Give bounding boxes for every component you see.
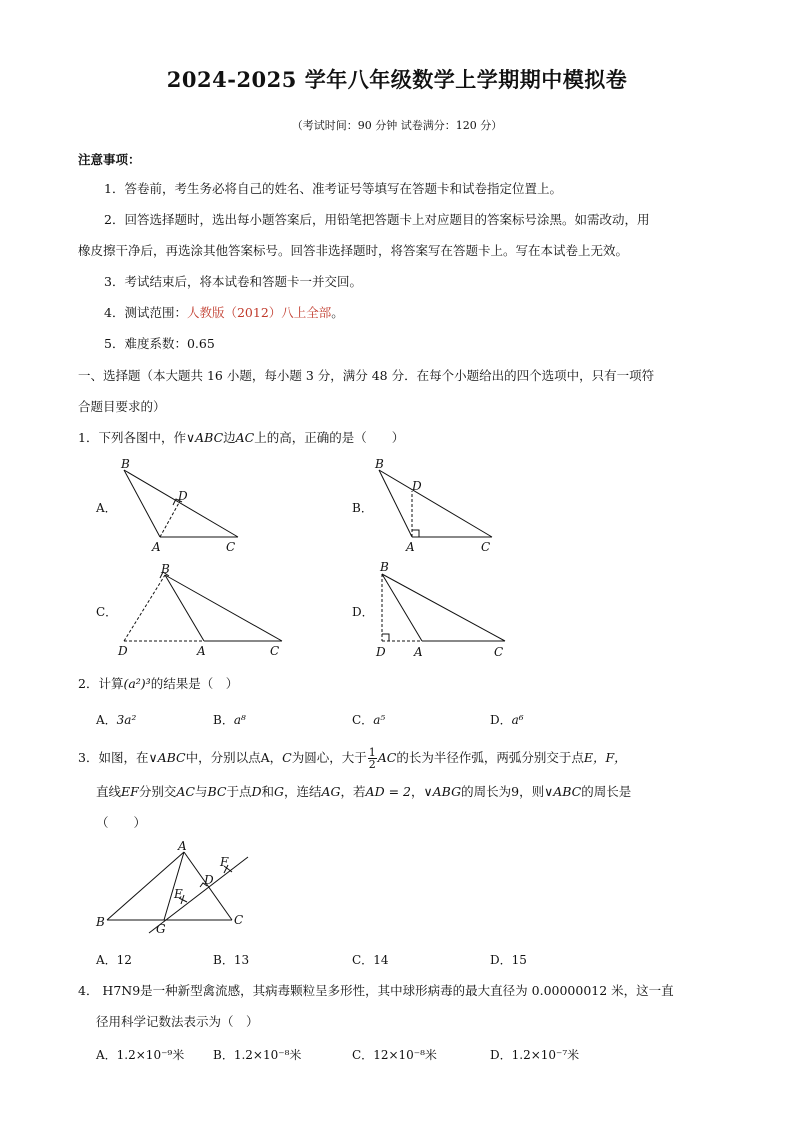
q2-option-b-value: a⁸	[233, 713, 246, 727]
q2-option-d-label: D．	[490, 713, 512, 727]
q2-option-a-value: 3a²	[116, 713, 137, 727]
q2-option-b-label: B．	[213, 713, 234, 727]
q3-fraction	[368, 747, 377, 770]
q3-l1-f: 的长为半径作弧，两弧分别交于点	[396, 750, 584, 765]
notice-item-5: 5．难度系数：0.65	[104, 336, 215, 351]
q3-label-b: B	[96, 915, 105, 929]
q3-l2-ad: AD = 2	[365, 784, 411, 799]
fig-c-label-a: A	[197, 644, 206, 658]
q3-label-g: G	[156, 922, 166, 936]
fig-d-label-c: C	[494, 645, 504, 659]
q3-l1-g: E，F，	[583, 750, 627, 765]
fig-c-label-d: D	[118, 644, 128, 658]
q3-option-a-label: A．	[96, 953, 117, 967]
q2-option-c-value: a⁵	[373, 713, 386, 727]
q1-stem-ac: AC	[235, 430, 255, 445]
fig-c-label-c: C	[270, 644, 280, 658]
q4-option-d	[490, 1046, 579, 1063]
notice-item-2-line1: 2．回答选择题时，选出每小题答案后，用铅笔把答题卡上对应题目的答案标号涂黑。如需改动，用	[104, 212, 650, 227]
q2-option-b	[213, 711, 246, 728]
q3-l2-ef: EF	[121, 784, 139, 799]
q2-option-a-label: A．	[96, 713, 117, 727]
notice-item-3: 3．考试结束后，将本试卷和答题卡一并交回。	[104, 274, 362, 289]
q3-option-c-value: 14	[373, 953, 389, 967]
notice-item-4-suffix: 。	[331, 305, 344, 320]
q1-option-c-label: C．	[96, 605, 118, 619]
fig-a-label-c: C	[226, 540, 236, 554]
q3-option-b-value: 13	[233, 953, 250, 967]
fig-a-label-d: D	[178, 489, 188, 503]
fig-c-altitude	[124, 575, 165, 641]
fig-b-label-d: D	[412, 479, 422, 493]
notice-heading: 注意事项：	[78, 152, 141, 167]
fig-d-label-b: B	[380, 560, 389, 574]
q4-option-c-value: 12×10⁻⁸米	[373, 1048, 437, 1062]
fig-d-side-bc	[382, 574, 505, 641]
q4-option-a-value: 1.2×10⁻⁹米	[116, 1048, 185, 1062]
fig-a-side-bc	[124, 470, 238, 537]
q2-option-d	[490, 711, 524, 728]
q1-figure-b	[379, 470, 492, 537]
q2-option-c	[352, 711, 385, 728]
fig-b-label-c: C	[481, 540, 491, 554]
q4-option-a	[96, 1046, 184, 1063]
q4-option-d-value: 1.2×10⁻⁷米	[511, 1048, 580, 1062]
fig-d-right-angle	[382, 634, 389, 641]
page-title: 2024-2025 学年八年级数学上学期期中模拟卷	[166, 67, 628, 92]
notice-item-4-prefix: 4．测试范围：	[104, 305, 187, 320]
fig-a-label-a: A	[152, 540, 161, 554]
q1-option-a-label: A．	[96, 501, 117, 515]
q3-l2-abc: ∨ABC	[544, 784, 582, 799]
q3-l2-i: ，	[410, 784, 424, 799]
q3-label-f: F	[220, 855, 229, 869]
q1-option-b-label: B．	[352, 501, 373, 515]
q3-l2-h: ，若	[340, 784, 366, 799]
fig-c-side-ba	[165, 575, 204, 641]
q3-l2-abg: ∨ABG	[423, 784, 462, 799]
exam-info: （考试时间：90 分钟 试卷满分：120 分）	[291, 119, 503, 132]
q3-l1-e: AC	[377, 750, 397, 765]
fig-b-right-angle	[412, 530, 419, 537]
fig-c-side-bc	[165, 575, 282, 641]
q2-stem-b: 的结果是（ ）	[150, 676, 239, 691]
q2-stem-expr: (a²)³	[123, 676, 151, 691]
q4-stem-line1: 4． H7N9是一种新型禽流感，其病毒颗粒呈多形性，其中球形病毒的最大直径为 0.00000012 米，这一直	[78, 983, 674, 998]
q3-option-b-label: B．	[213, 953, 234, 967]
q3-frac-num: 1	[368, 746, 376, 759]
q1-figure-d	[382, 574, 505, 641]
q2-option-c-label: C．	[352, 713, 374, 727]
section-heading-line1: 一、选择题（本大题共 16 小题，每小题 3 分，满分 48 分．在每个小题给出的四个选项中，只有一项符	[78, 368, 655, 383]
notice-item-1: 1．答卷前，考生务必将自己的姓名、准考证号等填写在答题卡和试卷指定位置上。	[104, 181, 562, 196]
notice-item-2-line2: 橡皮擦干净后，再选涂其他答案标号。回答非选择题时，将答案写在答题卡上。写在本试卷上无效。	[78, 243, 629, 258]
q3-label-d: D	[204, 873, 214, 887]
fig-d-label-d: D	[376, 645, 386, 659]
q3-l2-nine: 9	[511, 784, 520, 799]
q1-stem-a: 1．下列各图中，作	[78, 430, 186, 445]
q4-option-c-label: C．	[352, 1048, 374, 1062]
q1-figure-c	[124, 572, 282, 641]
q3-l1-a: 3．如图，在	[78, 750, 149, 765]
q3-stem-line3: （ ）	[96, 815, 147, 830]
q4-option-b-label: B．	[213, 1048, 234, 1062]
q4-option-d-label: D．	[490, 1048, 512, 1062]
q3-l1-d: 为圆心，大于	[291, 750, 367, 765]
q3-option-d	[490, 951, 527, 968]
q4-option-c	[352, 1046, 437, 1063]
q4-stem-line2: 径用科学记数法表示为（ ）	[96, 1014, 259, 1029]
q3-l1-b: 中，分别以点A，	[185, 750, 283, 765]
q3-l2-k: ，则	[519, 784, 545, 799]
q1-figure-a	[124, 470, 238, 537]
q3-l2-j: 的周长为	[461, 784, 512, 799]
q3-option-a-value: 12	[116, 953, 132, 967]
notice-item-4-scope: 人教版（2012）八上全部	[186, 305, 332, 320]
q3-label-a: A	[178, 839, 187, 853]
fig-a-altitude	[160, 501, 180, 537]
q3-option-c	[352, 951, 388, 968]
q3-l2-b: 分别交	[138, 784, 177, 799]
q3-l2-ag: AG	[321, 784, 341, 799]
q1-stem-b: 边	[223, 430, 236, 445]
q3-l2-ac: AC	[176, 784, 195, 799]
q4-option-b-value: 1.2×10⁻⁸米	[233, 1048, 302, 1062]
q4-option-a-label: A．	[96, 1048, 117, 1062]
fig-d-side-ba	[382, 574, 422, 641]
q2-option-d-value: a⁶	[511, 713, 524, 727]
q3-l2-l: 的周长是	[581, 784, 632, 799]
q3-l1-c: C	[282, 750, 292, 765]
q3-l1-tri: ∨ABC	[148, 750, 186, 765]
section-heading-line2: 合题目要求的）	[78, 399, 166, 414]
q2-stem-a: 2．计算	[78, 676, 124, 691]
q4-option-b	[213, 1046, 301, 1063]
q3-frac-den: 2	[368, 758, 376, 771]
fig-d-label-a: A	[414, 645, 423, 659]
q2-stem	[78, 676, 238, 692]
q3-l2-c: 与	[194, 784, 208, 799]
q3-label-e: E	[174, 887, 183, 901]
q3-option-d-value: 15	[511, 953, 527, 967]
q3-label-c: C	[234, 913, 244, 927]
q3-l2-a: 直线	[96, 784, 122, 799]
fig-c-label-b: B	[161, 562, 170, 576]
q3-side-ba	[107, 852, 184, 920]
q3-option-d-label: D．	[490, 953, 512, 967]
fig-b-label-a: A	[406, 540, 415, 554]
q2-option-a	[96, 711, 136, 728]
q1-stem-c: 上的高，正确的是（ ）	[254, 430, 405, 445]
q3-l2-f: ，连结	[284, 784, 322, 799]
fig-b-label-b: B	[375, 457, 384, 471]
q3-stem-line1	[78, 744, 627, 772]
q3-stem-line2	[96, 784, 631, 800]
q3-option-c-label: C．	[352, 953, 374, 967]
q1-stem-tri: ∨ABC	[185, 430, 224, 445]
q3-option-b	[213, 951, 249, 968]
q3-l2-g: G	[274, 784, 284, 799]
q3-l2-d: 于点	[226, 784, 252, 799]
fig-a-label-b: B	[121, 457, 130, 471]
q1-option-d-label: D．	[352, 605, 374, 619]
q3-segment-ag	[164, 852, 184, 920]
q3-l2-bc: BC	[207, 784, 227, 799]
q3-option-a	[96, 951, 132, 968]
q3-l2-e: 和	[261, 784, 274, 799]
q3-l2-dpt: D	[251, 784, 262, 799]
